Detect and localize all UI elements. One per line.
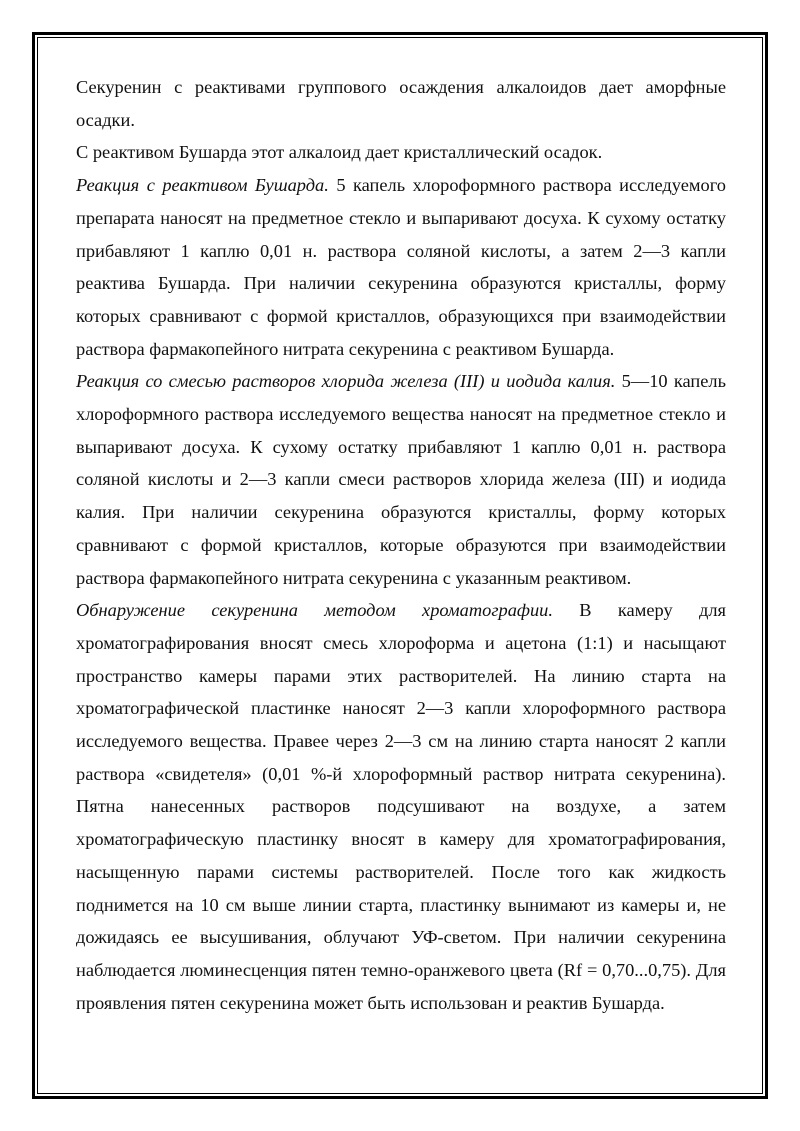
paragraph-crystalline-precipitate <box>76 136 726 169</box>
paragraph-text: В камеру для хроматографирования вносят смесь хлороформа и ацетона (1:1) и насыщают пространство камеры парами этих растворителей. На линию старта на хроматографической пластинке наносят 2—3 капли хлороформного раствора исследуемого вещества. Правее через 2—3 см на линию старта наносят 2 капли раствора «свидетеля» (0,01 %-й хлороформный раствор нитрата секуренина). Пятна нанесенных растворов подсушивают на воздухе, а затем хроматографическую пластинку вносят в камеру для хроматографирования, насыщенную парами системы растворителей. После того как жидкость поднимется на 10 см выше линии старта, пластинку вынимают из камеры и, не дожидаясь ее высушивания, облучают УФ-светом. При наличии секуренина наблюдается люминесценция пятен темно-оранжевого цвета (Rf = 0,70...0,75). Для проявления пятен секуренина может быть использован и реактив Бушарда. <box>76 600 726 1013</box>
paragraph-chromatography <box>76 594 726 1019</box>
paragraph-bouchardat-reaction <box>76 169 726 365</box>
section-heading-chromatography: Обнаружение секуренина методом хроматографии. <box>76 600 553 621</box>
paragraph-amorphous-precipitates <box>76 71 726 136</box>
section-heading-iron-chloride: Реакция со смесью растворов хлорида железа (III) и иодида калия. <box>76 371 616 392</box>
paragraph-text: С реактивом Бушарда этот алкалоид дает кристаллический осадок. <box>76 142 603 163</box>
paragraph-text: Секуренин с реактивами группового осаждения алкалоидов дает аморфные осадки. <box>76 77 726 130</box>
document-body <box>76 71 726 1019</box>
paragraph-text: 5—10 капель хлороформного раствора исследуемого вещества наносят на предметное стекло и выпаривают досуха. К сухому остатку прибавляют 1 каплю 0,01 н. раствора соляной кислоты и 2—3 капли смеси растворов хлорида железа (III) и иодида калия. При наличии секуренина образуются кристаллы, форму которых сравнивают с формой кристаллов, которые образуются при взаимодействии раствора фармакопейного нитрата секуренина с указанным реактивом. <box>76 371 726 588</box>
paragraph-text: 5 капель хлороформного раствора исследуемого препарата наносят на предметное стекло и выпаривают досуха. К сухому остатку прибавляют 1 каплю 0,01 н. раствора соляной кислоты, а затем 2—3 капли реактива Бушарда. При наличии секуренина образуются кристаллы, форму которых сравнивают с формой кристаллов, образующихся при взаимодействии раствора фармакопейного нитрата секуренина с реактивом Бушарда. <box>76 175 726 359</box>
paragraph-iron-chloride-reaction <box>76 365 726 594</box>
section-heading-bouchardat: Реакция с реактивом Бушарда. <box>76 175 329 196</box>
